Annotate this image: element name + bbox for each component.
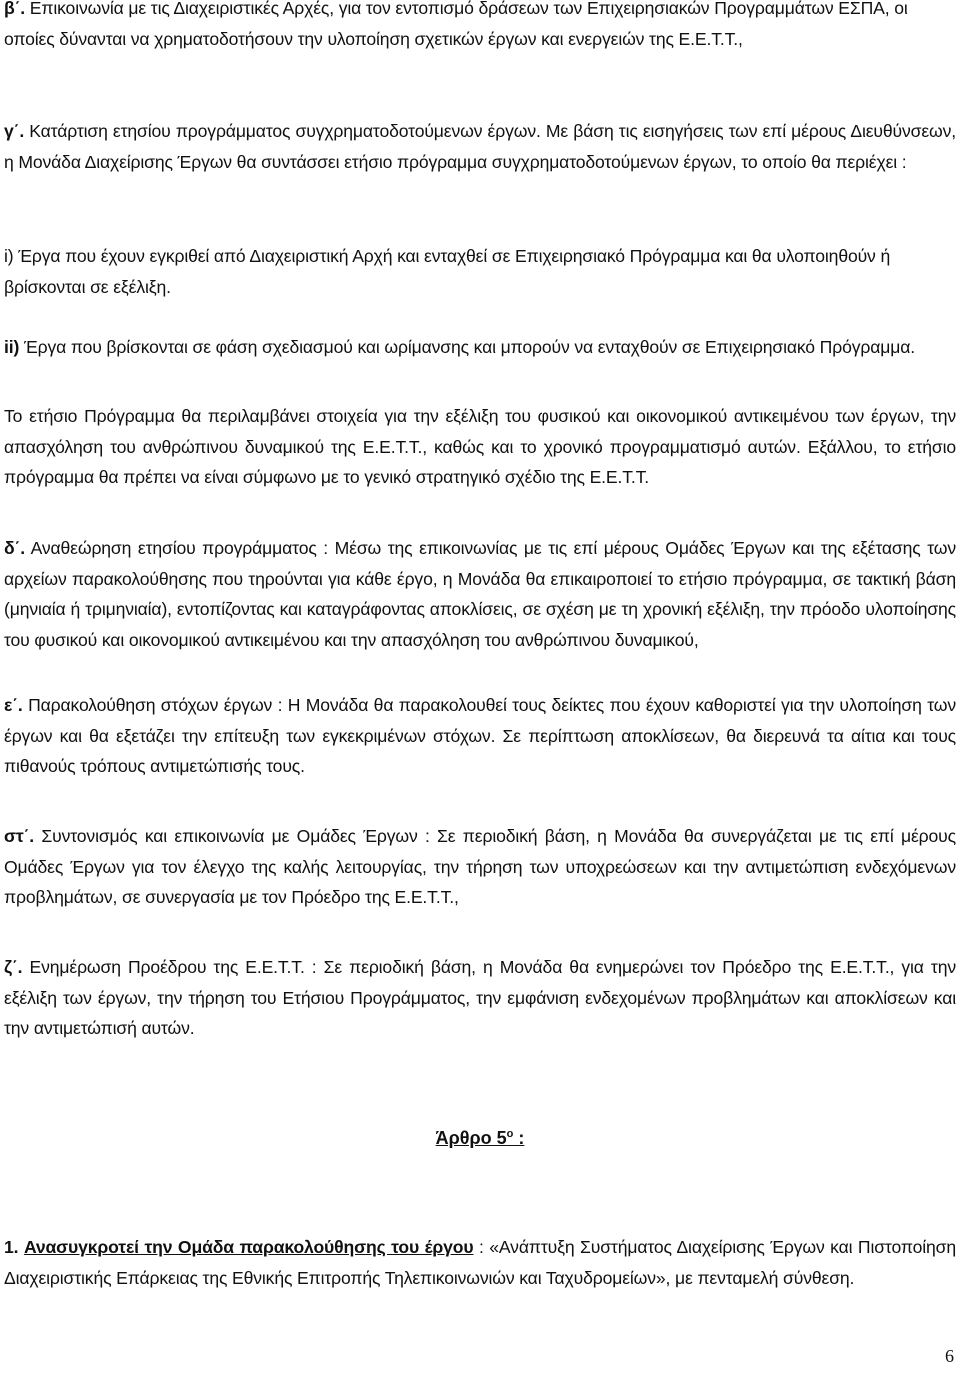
article-title: Άρθρο 5 xyxy=(435,1128,507,1148)
paragraph-st xyxy=(4,821,956,913)
paragraph-item-ii xyxy=(4,332,956,363)
paragraph-text: Ενημέρωση Προέδρου της Ε.Ε.Τ.Τ. : Σε περιοδική βάση, η Μονάδα θα ενημερώνει τον Πρόεδρο της Ε.Ε.Τ.Τ., για την εξέλιξη των έργων, την τήρηση του Ετήσιου Προγράμματος, την εμφάνιση ενδεχομένων προβλημάτων και αποκλίσεων και την αντιμετώπισή αυτών. xyxy=(4,957,956,1038)
page-number: 6 xyxy=(945,1346,954,1366)
paragraph-text: i) Έργα που έχουν εγκριθεί από Διαχειριστική Αρχή και ενταχθεί σε Επιχειρησιακό Πρόγραμμα και θα υλοποιηθούν ή βρίσκονται σε εξέλιξη. xyxy=(4,246,891,297)
clause-underlined-title: Ανασυγκροτεί την Ομάδα παρακολούθησης του έργου xyxy=(23,1237,474,1257)
article-suffix: : xyxy=(513,1128,525,1148)
paragraph-marker: δ΄. xyxy=(4,538,25,558)
article-heading xyxy=(0,1128,960,1149)
article-superscript: ο xyxy=(506,1128,514,1140)
paragraph-text: Έργα που βρίσκονται σε φάση σχεδιασμού και ωρίμανσης και μπορούν να ενταχθούν σε Επιχειρησιακό Πρόγραμμα. xyxy=(23,337,915,357)
paragraph-beta xyxy=(4,0,956,54)
paragraph-epsilon xyxy=(4,690,956,782)
paragraph-marker: γ΄. xyxy=(4,121,25,141)
paragraph-text: Παρακολούθηση στόχων έργων : Η Μονάδα θα παρακολουθεί τους δείκτες που έχουν καθοριστεί για την υλοποίηση των έργων και θα εξετάζει την επίτευξη των εγκεκριμένων στόχων. Σε περίπτωση αποκλίσεων, θα διερευνά τα αίτια και τους πιθανούς τρόπους αντιμετώπισής τους. xyxy=(4,695,956,776)
paragraph-zeta xyxy=(4,952,956,1044)
paragraph-text: Κατάρτιση ετησίου προγράμματος συγχρηματοδοτούμενων έργων. Με βάση τις εισηγήσεις των επί μέρους Διευθύνσεων, η Μονάδα Διαχείρισης Έργων θα συντάσσει ετήσιο πρόγραμμα συγχρηματοδοτούμενων έργων, το οποίο θα περιέχει : xyxy=(4,121,956,172)
paragraph-text: Αναθεώρηση ετησίου προγράμματος : Μέσω της επικοινωνίας με τις επί μέρους Ομάδες Έργων και της εξέτασης των αρχείων παρακολούθησης που τηρούνται για κάθε έργο, η Μονάδα θα επικαιροποιεί το ετήσιο πρόγραμμα, σε τακτική βάση (μηνιαία ή τριμηνιαία), εντοπίζοντας και καταγράφοντας αποκλίσεις, σε σχέση με τη χρονική εξέλιξη, την πρόοδο υλοποίησης του φυσικού και οικονομικού αντικειμένου και την απασχόληση του ανθρώπινου δυναμικού, xyxy=(4,538,956,650)
paragraph-annual-program xyxy=(4,401,956,493)
paragraph-marker: στ΄. xyxy=(4,826,35,846)
paragraph-gamma xyxy=(4,116,956,177)
paragraph-delta xyxy=(4,533,956,655)
clause-text: : «Ανάπτυξη Συστήματος Διαχείρισης Έργων και Πιστοποίηση Διαχειριστικής Επάρκειας της Εθνικής Επιτροπής Τηλεπικοινωνιών και Ταχυδρομείων», με πενταμελή σύνθεση. xyxy=(4,1237,956,1288)
paragraph-text: Επικοινωνία με τις Διαχειριστικές Αρχές, για τον εντοπισμό δράσεων των Επιχειρησιακών Προγραμμάτων ΕΣΠΑ, οι οποίες δύνανται να χρηματοδοτήσουν την υλοποίηση σχετικών έργων και ενεργειών της Ε.Ε.Τ.Τ., xyxy=(4,0,908,49)
paragraph-text: Το ετήσιο Πρόγραμμα θα περιλαμβάνει στοιχεία για την εξέλιξη του φυσικού και οικονομικού αντικειμένου των έργων, την απασχόληση του ανθρώπινου δυναμικού της Ε.Ε.Τ.Τ., καθώς και το χρονικό προγραμματισμό αυτών. Εξάλλου, το ετήσιο πρόγραμμα θα πρέπει να είναι σύμφωνο με το γενικό στρατηγικό σχέδιο της Ε.Ε.Τ.Τ. xyxy=(4,406,956,487)
paragraph-marker: β΄. xyxy=(4,0,26,18)
paragraph-marker: ζ΄. xyxy=(4,957,23,977)
paragraph-marker: ii) xyxy=(4,337,20,357)
clause-number: 1. xyxy=(4,1237,19,1257)
paragraph-text: Συντονισμός και επικοινωνία με Ομάδες Έργων : Σε περιοδική βάση, η Μονάδα θα συνεργάζεται με τις επί μέρους Ομάδες Έργων για τον έλεγχο της καλής λειτουργίας, την τήρηση των υποχρεώσεων και την αντιμετώπιση ενδεχόμενων προβλημάτων, σε συνεργασία με τον Πρόεδρο της Ε.Ε.Τ.Τ., xyxy=(4,826,956,907)
clause-1 xyxy=(4,1232,956,1293)
paragraph-marker: ε΄. xyxy=(4,695,23,715)
paragraph-item-i xyxy=(4,241,956,302)
